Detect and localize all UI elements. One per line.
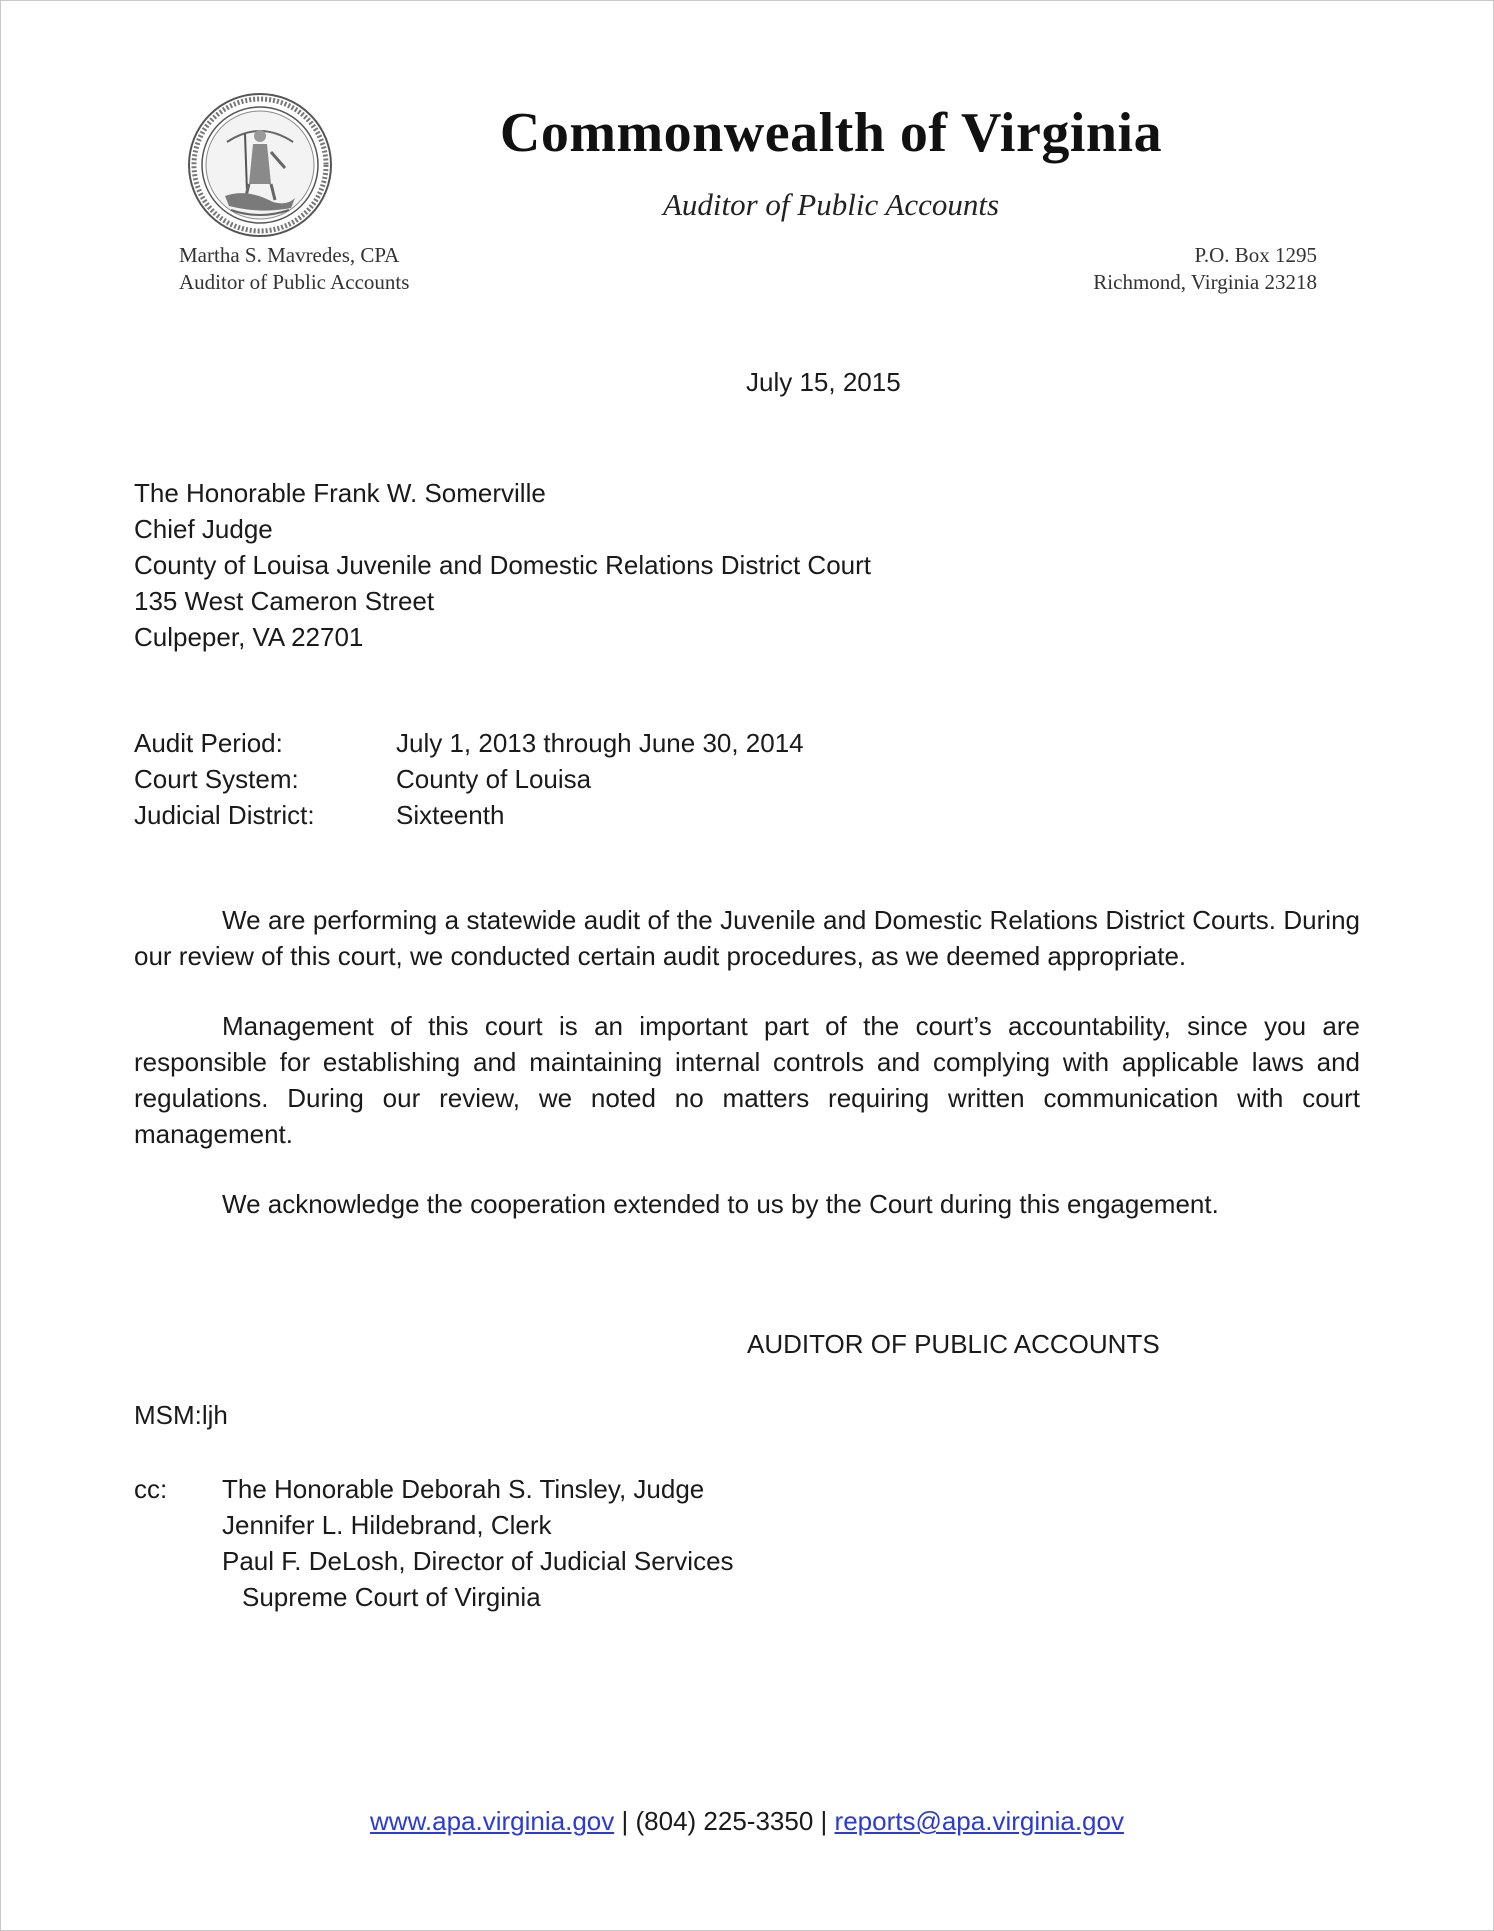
reference-initials: MSM:ljh (134, 1400, 228, 1430)
phone-number: (804) 225-3350 (635, 1806, 814, 1836)
cc-recipient-affiliation: Supreme Court of Virginia (242, 1582, 541, 1612)
letterhead-subtitle: Auditor of Public Accounts (662, 187, 1000, 222)
paragraph-text: Management of this court is an important part of the court’s accountability, since you are responsible for establishing and maintaining internal controls and complying with applicable laws and regulations. During our review, we noted no matters requiring written communication with court management. (134, 1011, 1360, 1149)
email-link[interactable]: reports@apa.virginia.gov (834, 1806, 1124, 1836)
audit-info-label: Judicial District: (134, 800, 315, 830)
paragraph-text: We acknowledge the cooperation extended to us by the Court during this engagement. (222, 1189, 1219, 1219)
po-box: P.O. Box 1295 (1194, 243, 1317, 267)
letterhead-sender (179, 242, 409, 296)
letterhead-title: Commonwealth of Virginia (499, 102, 1163, 164)
website-link[interactable]: www.apa.virginia.gov (370, 1806, 615, 1836)
cc-recipient: The Honorable Deborah S. Tinsley, Judge (222, 1474, 705, 1504)
city-state-zip: Richmond, Virginia 23218 (1093, 270, 1317, 294)
cc-row (134, 1543, 734, 1579)
addressee-block (134, 475, 871, 655)
cc-label: cc: (134, 1474, 168, 1504)
cc-row (134, 1507, 734, 1543)
signature-block: AUDITOR OF PUBLIC ACCOUNTS (747, 1329, 1160, 1359)
sender-name: Martha S. Mavredes, CPA (179, 243, 400, 267)
sender-title: Auditor of Public Accounts (179, 270, 410, 294)
cc-recipient: Paul F. DeLosh, Director of Judicial Services (222, 1546, 734, 1576)
cc-row (134, 1471, 734, 1507)
audit-info-value: Sixteenth (396, 800, 505, 830)
paragraph-text: We are performing a statewide audit of the Juvenile and Domestic Relations District Courts. During our review of this court, we conducted certain audit procedures, as we deemed appropriate. (134, 905, 1360, 971)
addressee-line: The Honorable Frank W. Somerville (134, 478, 546, 508)
addressee-line: Culpeper, VA 22701 (134, 622, 364, 652)
footer (1, 1806, 1493, 1837)
letterhead-address (1093, 242, 1317, 296)
body-paragraph (134, 902, 1360, 974)
cc-recipient: Jennifer L. Hildebrand, Clerk (222, 1510, 552, 1540)
cc-block (134, 1471, 734, 1615)
audit-info-label: Court System: (134, 764, 299, 794)
letter-date: July 15, 2015 (746, 367, 901, 397)
audit-info-row (134, 761, 804, 797)
footer-separator: | (820, 1806, 828, 1836)
addressee-line: 135 West Cameron Street (134, 586, 435, 616)
body-paragraph (134, 1186, 1360, 1222)
audit-info-value: July 1, 2013 through June 30, 2014 (396, 728, 804, 758)
cc-row (134, 1579, 734, 1615)
body-paragraph (134, 1008, 1360, 1152)
audit-info-label: Audit Period: (134, 728, 283, 758)
virginia-seal-icon (187, 92, 333, 238)
audit-info-block (134, 725, 804, 833)
audit-info-row (134, 725, 804, 761)
footer-separator: | (621, 1806, 629, 1836)
addressee-line: County of Louisa Juvenile and Domestic Relations District Court (134, 550, 872, 580)
addressee-line: Chief Judge (134, 514, 273, 544)
audit-info-value: County of Louisa (396, 764, 592, 794)
audit-info-row (134, 797, 804, 833)
